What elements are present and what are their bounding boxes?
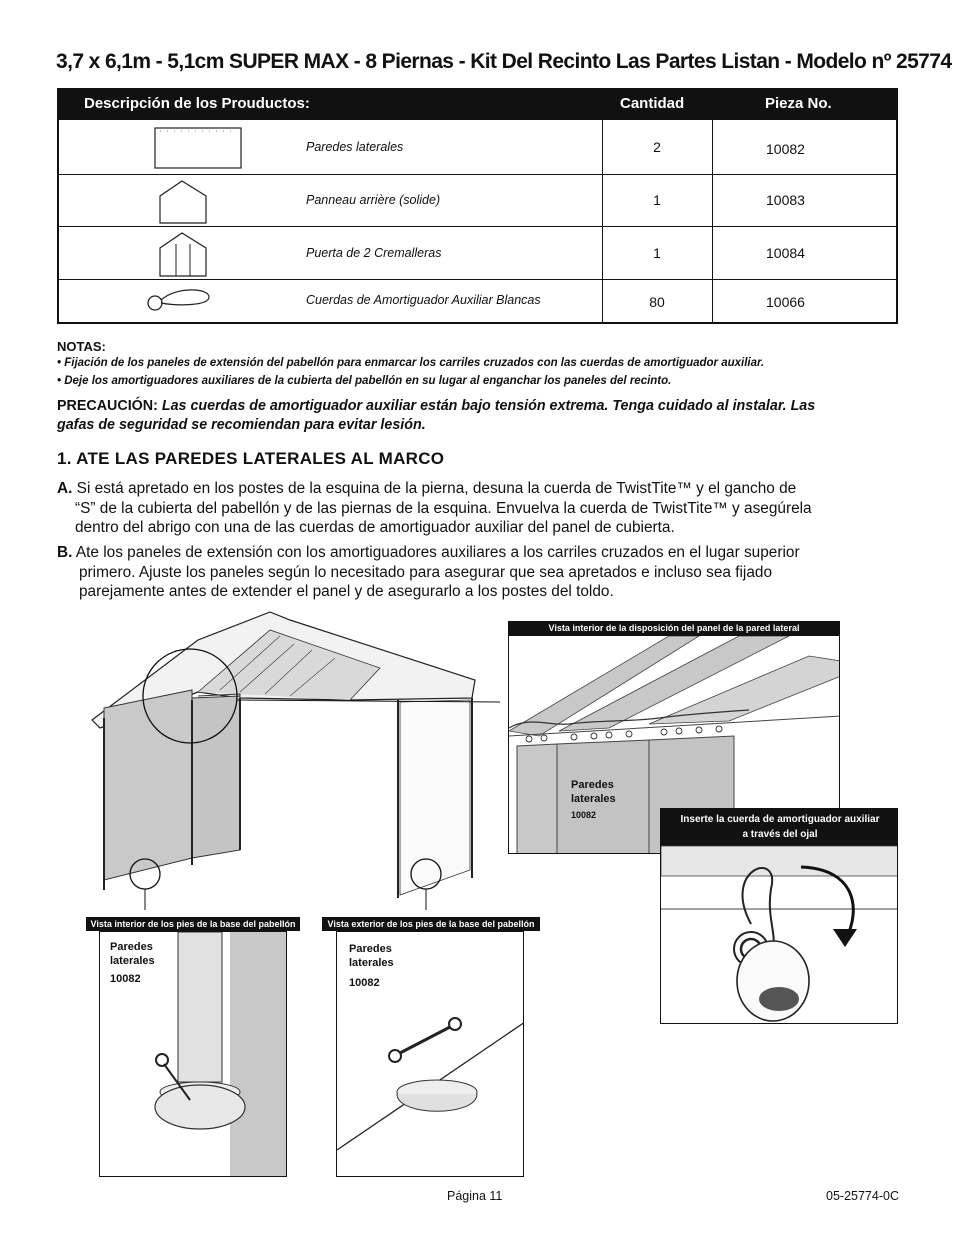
row-description: Puerta de 2 Cremalleras bbox=[306, 246, 442, 260]
table-header bbox=[59, 90, 896, 119]
back-panel-icon bbox=[154, 178, 214, 224]
row-part: 10082 bbox=[766, 141, 805, 157]
row-quantity: 1 bbox=[653, 192, 661, 208]
inner-feet-part: 10082 bbox=[110, 973, 141, 985]
outer-feet-label: Paredes laterales bbox=[349, 943, 394, 969]
step-title: 1. ATE LAS PAREDES LATERALES AL MARCO bbox=[57, 449, 445, 468]
table-row bbox=[59, 174, 896, 226]
caution-text: PRECAUCIÓN: Las cuerdas de amortiguador auxiliar están bajo tensión extrema. Tenga cuidado al instalar. Las gafas de seguridad se recomiendan para evitar lesión. bbox=[57, 398, 816, 433]
interior-layout-label: Paredes laterales bbox=[571, 779, 616, 805]
door-panel-icon bbox=[154, 230, 214, 278]
header-description: Descripción de los Prouductos: bbox=[84, 95, 310, 112]
grommet-caption: Inserte la cuerda de amortiguador auxiliar a través del ojal bbox=[661, 809, 898, 846]
outer-feet-caption: Vista exterior de los pies de la base del pabellón bbox=[322, 917, 540, 931]
grommet-drawing bbox=[661, 809, 898, 1024]
interior-layout-part: 10082 bbox=[571, 810, 597, 820]
outer-feet-figure bbox=[336, 931, 524, 1177]
bungee-cord-icon bbox=[143, 284, 215, 314]
page-number: Página 11 bbox=[447, 1189, 503, 1203]
header-quantity: Cantidad bbox=[620, 95, 685, 112]
row-part: 10083 bbox=[766, 192, 805, 208]
row-quantity: 1 bbox=[653, 245, 661, 261]
canopy-illustration bbox=[80, 610, 500, 910]
inner-feet-figure bbox=[99, 931, 287, 1177]
instruction-b: B. Ate los paneles de extensión con los amortiguadores auxiliares a los carriles cruzados en el lugar superior primero. Ajuste los paneles según lo necesitado para asegurar que sea apretados e incluso sea fijado parejamente antes de extender el panel y de asegurarlo a los postes del toldo. bbox=[57, 544, 800, 600]
document-code: 05-25774-0C bbox=[826, 1189, 899, 1203]
inner-feet-label: Paredes laterales bbox=[110, 941, 155, 967]
row-description: Panneau arrière (solide) bbox=[306, 193, 441, 207]
note-item: • Fijación de los paneles de extensión del pabellón para enmarcar los carriles cruzados con las cuerdas de amortiguador auxiliar. bbox=[57, 357, 765, 369]
row-description: Paredes laterales bbox=[306, 140, 404, 154]
row-description: Cuerdas de Amortiguador Auxiliar Blancas bbox=[306, 293, 541, 307]
grommet-figure bbox=[660, 808, 898, 1024]
row-quantity: 80 bbox=[649, 294, 665, 310]
page-title: 3,7 x 6,1m - 5,1cm SUPER MAX - 8 Piernas - Kit Del Recinto Las Partes Listan - Modelo nº 25774 bbox=[56, 50, 952, 73]
side-wall-icon bbox=[154, 127, 244, 169]
inner-feet-caption: Vista interior de los pies de la base del pabellón bbox=[86, 917, 300, 931]
header-part: Pieza No. bbox=[765, 95, 832, 112]
interior-layout-caption: Vista interior de la disposición del panel de la pared lateral bbox=[508, 621, 840, 635]
instruction-a: A. Si está apretado en los postes de la esquina de la pierna, desuna la cuerda de TwistTite™ y el gancho de “S” de la cubierta del pabellón y de las piernas de la esquina. Envuelva la cuerda de TwistTite™ y asegúrela dentro del abrigo con una de las cuerdas de amortiguador auxiliar del panel de cubierta. bbox=[57, 480, 812, 536]
caution-label: PRECAUCIÓN: bbox=[57, 398, 158, 414]
row-part: 10084 bbox=[766, 245, 805, 261]
note-item: • Deje los amortiguadores auxiliares de la cubierta del pabellón en su lugar al enganchar los paneles del recinto. bbox=[57, 375, 672, 387]
table-row bbox=[59, 119, 896, 174]
parts-table bbox=[57, 88, 898, 324]
table-row bbox=[59, 226, 896, 279]
inner-feet-drawing bbox=[100, 932, 287, 1177]
table-row bbox=[59, 279, 896, 324]
row-part: 10066 bbox=[766, 294, 805, 310]
notes-title: NOTAS: bbox=[57, 339, 106, 354]
outer-feet-part: 10082 bbox=[349, 977, 380, 989]
row-quantity: 2 bbox=[653, 139, 661, 155]
